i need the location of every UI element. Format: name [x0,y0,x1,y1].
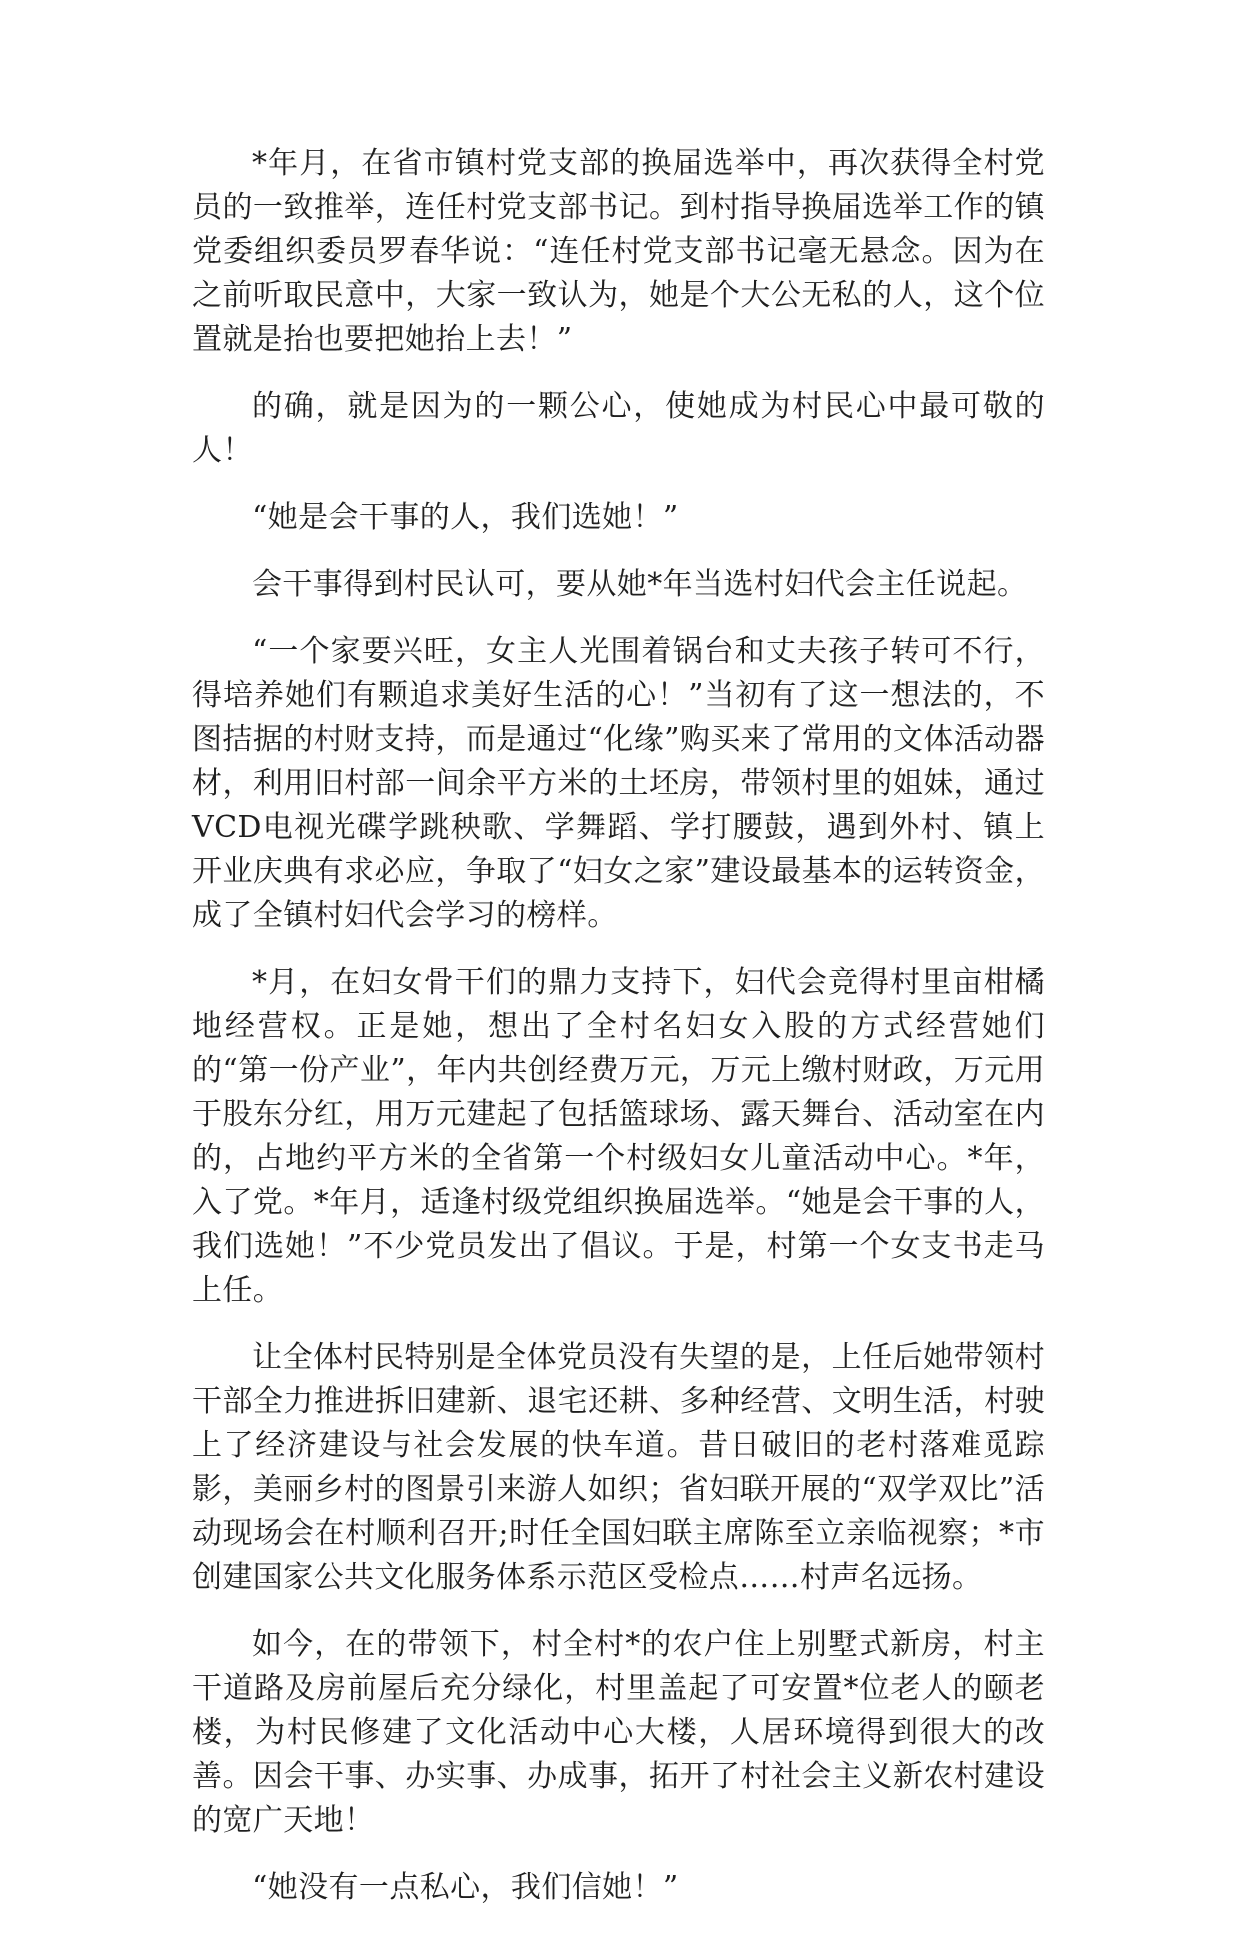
paragraph-reelection: *年月，在省市镇村党支部的换届选举中，再次获得全村党员的一致推举，连任村党支部书记。到村指导换届选举工作的镇党委组织委员罗春华说：“连任村党支部书记毫无悬念。因为在之前听取民意中，大家一致认为，她是个大公无私的人，这个位置就是抬也要把她抬上去！” [192,146,1045,357]
paragraph-womens-director: 会干事得到村民认可，要从她*年当选村妇代会主任说起。 [252,567,1028,602]
paragraph-new-countryside: 如今，在的带领下，村全村*的农户住上别墅式新房，村主干道路及房前屋后充分绿化，村里盖起了可安置*位老人的颐老楼，为村民修建了文化活动中心大楼，人居环境得到很大的改善。因会干事、办实事、办成事，拓开了村社会主义新农村建设的宽广天地！ [192,1627,1045,1838]
paragraph-quote-selfless: “她没有一点私心，我们信她！” [252,1870,679,1905]
document-body [192,142,1045,1933]
paragraph-orchard-industry: *月，在妇女骨干们的鼎力支持下，妇代会竞得村里亩柑橘地经营权。正是她，想出了全村名妇女入股的方式经营她们的“第一份产业”，年内共创经费万元，万元上缴村财政，万元用于股东分红，用万元建起了包括篮球场、露天舞台、活动室在内的，占地约平方米的全省第一个村级妇女儿童活动中心。*年，入了党。*年月，适逢村级党组织换届选举。“她是会干事的人，我们选她！”不少党员发出了倡议。于是，村第一个女支书走马上任。 [192,965,1045,1308]
paragraph-quote-capable: “她是会干事的人，我们选她！” [252,500,679,535]
paragraph-womens-home: “一个家要兴旺，女主人光围着锅台和丈夫孩子转可不行，得培养她们有颗追求美好生活的心！”当初有了这一想法的，不图拮据的村财支持，而是通过“化缘”购买来了常用的文体活动器材，利用旧村部一间余平方米的土坯房，带领村里的姐妹，通过VCD电视光碟学跳秧歌、学舞蹈、学打腰鼓，遇到外村、镇上开业庆典有求必应，争取了“妇女之家”建设最基本的运转资金，成了全镇村妇代会学习的榜样。 [192,634,1045,933]
paragraph-public-heart: 的确，就是因为的一颗公心，使她成为村民心中最可敬的人！ [192,389,1045,468]
paragraph-village-development: 让全体村民特别是全体党员没有失望的是，上任后她带领村干部全力推进拆旧建新、退宅还耕、多种经营、文明生活，村驶上了经济建设与社会发展的快车道。昔日破旧的老村落难觅踪影，美丽乡村的图景引来游人如织；省妇联开展的“双学双比”活动现场会在村顺利召开;时任全国妇联主席陈至立亲临视察；*市创建国家公共文化服务体系示范区受检点……村声名远扬。 [192,1340,1045,1595]
